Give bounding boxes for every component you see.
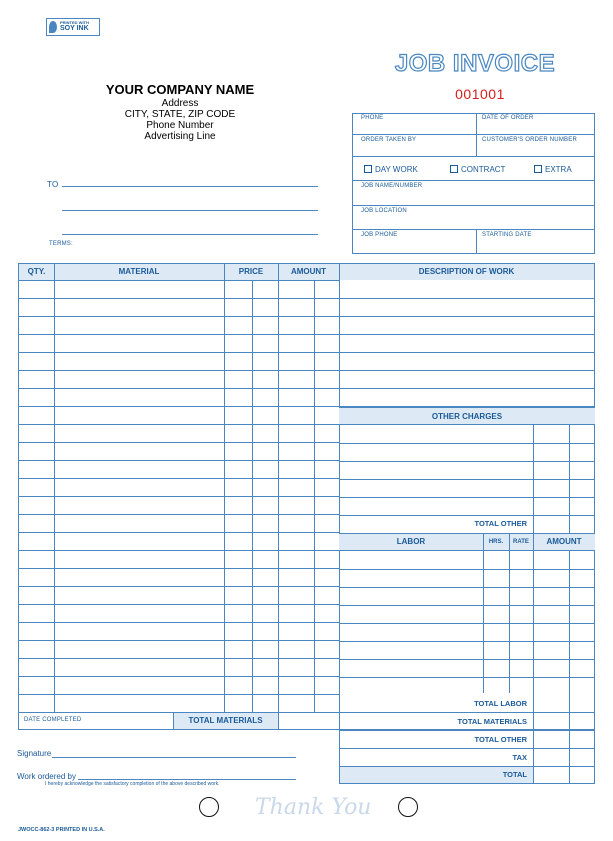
thank-you-text: Thank You: [255, 795, 372, 820]
totals-div-1: [339, 712, 595, 713]
checkbox-icon: [364, 165, 372, 173]
material-row-line[interactable]: [18, 568, 339, 569]
total-labor-label: TOTAL LABOR: [474, 699, 527, 708]
labor-row-line[interactable]: [339, 677, 595, 678]
amount-header: AMOUNT: [290, 267, 327, 276]
labor-header: LABOR: [396, 537, 426, 546]
other-charges-row-line[interactable]: [339, 515, 595, 516]
material-row-line[interactable]: [18, 388, 339, 389]
material-row-line[interactable]: [18, 694, 339, 695]
description-row-line[interactable]: [339, 352, 595, 353]
soy-ink-logo: [46, 18, 100, 36]
terms-label: TERMS:: [49, 241, 73, 247]
work-ordered-line[interactable]: [78, 779, 296, 780]
totals-div-3: [339, 748, 595, 749]
other-charges-header: OTHER CHARGES: [339, 407, 595, 425]
material-header: MATERIAL: [118, 267, 160, 276]
info-div-1: [352, 134, 595, 135]
to-line-1[interactable]: [62, 186, 318, 187]
info-vdiv-bottom: [476, 229, 477, 254]
job-location-label: JOB LOCATION: [361, 208, 407, 214]
company-address: Address: [161, 98, 199, 109]
extra-checkbox[interactable]: [534, 165, 572, 174]
customers-order-label: CUSTOMER'S ORDER NUMBER: [482, 137, 577, 143]
labor-row-line[interactable]: [339, 659, 595, 660]
material-row-line[interactable]: [18, 496, 339, 497]
logo-line2: SOY INK: [60, 25, 89, 32]
oc-col-1: [533, 425, 534, 533]
to-line-3[interactable]: [62, 234, 318, 235]
lab-col-hrs: [483, 533, 484, 693]
rate-header: RATE: [513, 539, 529, 545]
material-row-line[interactable]: [18, 550, 339, 551]
job-phone-label: JOB PHONE: [361, 232, 398, 238]
company-phone: Phone Number: [146, 120, 214, 131]
day-work-checkbox[interactable]: [364, 165, 418, 174]
other-charges-row-line[interactable]: [339, 479, 595, 480]
info-div-5: [352, 229, 595, 230]
other-charges-row-line[interactable]: [339, 497, 595, 498]
leaf-icon: [49, 21, 57, 33]
totals-bottom: [339, 783, 595, 784]
labor-row-line[interactable]: [339, 605, 595, 606]
description-row-line[interactable]: [339, 334, 595, 335]
info-vdiv-top: [476, 113, 477, 156]
labor-row-line[interactable]: [339, 587, 595, 588]
material-row-line[interactable]: [18, 406, 339, 407]
phone-label: PHONE: [361, 115, 384, 121]
company-ad: Advertising Line: [144, 131, 216, 142]
totals-div-2: [339, 730, 595, 731]
signature-label: Signature: [17, 749, 52, 758]
material-row-line[interactable]: [18, 676, 339, 677]
labor-row-line[interactable]: [339, 641, 595, 642]
material-row-line[interactable]: [18, 478, 339, 479]
totals-right: [594, 693, 595, 783]
material-row-line[interactable]: [18, 370, 339, 371]
to-line-2[interactable]: [62, 210, 318, 211]
acknowledge-text: I hereby acknowledge the satisfactory completion of the above described work.: [45, 781, 220, 787]
description-row-line[interactable]: [339, 388, 595, 389]
order-taken-by-label: ORDER TAKEN BY: [361, 137, 417, 143]
description-row-line[interactable]: [339, 316, 595, 317]
material-row-line[interactable]: [18, 460, 339, 461]
other-charges-row-line[interactable]: [339, 443, 595, 444]
day-work-label: DAY WORK: [375, 165, 418, 174]
date-completed-label: DATE COMPLETED: [24, 717, 82, 723]
company-city: CITY, STATE, ZIP CODE: [124, 109, 236, 120]
material-row-line[interactable]: [18, 514, 339, 515]
to-label: TO: [47, 180, 59, 189]
punch-hole-right: [398, 797, 418, 817]
date-of-order-label: DATE OF ORDER: [482, 115, 534, 121]
material-row-line[interactable]: [18, 424, 339, 425]
total-other-label-oc: TOTAL OTHER: [474, 519, 527, 528]
punch-hole-left: [199, 797, 219, 817]
checkbox-icon: [534, 165, 542, 173]
company-name: YOUR COMPANY NAME: [105, 82, 255, 97]
labor-amount-header: AMOUNT: [546, 537, 582, 546]
total-materials-label: TOTAL MATERIALS: [457, 717, 527, 726]
total-label: TOTAL: [502, 770, 527, 779]
contract-label: CONTRACT: [461, 165, 506, 174]
description-header: DESCRIPTION OF WORK: [339, 264, 594, 280]
material-row-line[interactable]: [18, 334, 339, 335]
info-div-3: [352, 180, 595, 181]
material-row-line[interactable]: [18, 604, 339, 605]
material-row-line[interactable]: [18, 280, 339, 281]
material-row-line[interactable]: [18, 442, 339, 443]
footer-code: JWOCC-862-3 PRINTED IN U.S.A.: [18, 827, 105, 833]
description-row-line[interactable]: [339, 298, 595, 299]
material-row-line[interactable]: [18, 298, 339, 299]
material-row-line[interactable]: [18, 658, 339, 659]
starting-date-label: STARTING DATE: [482, 232, 532, 238]
job-name-label: JOB NAME/NUMBER: [361, 183, 423, 189]
material-row-line[interactable]: [18, 640, 339, 641]
extra-label: EXTRA: [545, 165, 572, 174]
invoice-title: JOB INVOICE: [394, 50, 556, 77]
hrs-header: HRS.: [488, 539, 504, 545]
tax-label: TAX: [512, 753, 527, 762]
material-row-line[interactable]: [18, 316, 339, 317]
work-ordered-label: Work ordered by: [17, 772, 76, 781]
price-header: PRICE: [238, 267, 264, 276]
checkbox-icon: [450, 165, 458, 173]
material-row-line[interactable]: [18, 586, 339, 587]
total-other-label: TOTAL OTHER: [474, 735, 527, 744]
lab-col-amt: [533, 533, 534, 783]
qty-header: QTY.: [27, 267, 46, 276]
labor-row-line[interactable]: [339, 623, 595, 624]
total-materials-footer: TOTAL MATERIALS: [188, 716, 263, 725]
material-row-line[interactable]: [18, 352, 339, 353]
col-qty: [54, 263, 55, 712]
logo-line1: PRINTED WITH: [60, 20, 89, 25]
labor-row-line[interactable]: [339, 569, 595, 570]
material-row-line[interactable]: [18, 622, 339, 623]
oc-col-2: [569, 425, 570, 533]
col-material: [224, 263, 225, 712]
invoice-number: 001001: [455, 86, 505, 102]
info-div-4: [352, 205, 595, 206]
contract-checkbox[interactable]: [450, 165, 505, 174]
lab-col-rate: [509, 533, 510, 693]
other-charges-row-line[interactable]: [339, 461, 595, 462]
signature-line[interactable]: [52, 757, 296, 758]
company-block: [90, 82, 270, 142]
info-div-2: [352, 156, 595, 157]
material-row-line[interactable]: [18, 532, 339, 533]
description-row-line[interactable]: [339, 370, 595, 371]
